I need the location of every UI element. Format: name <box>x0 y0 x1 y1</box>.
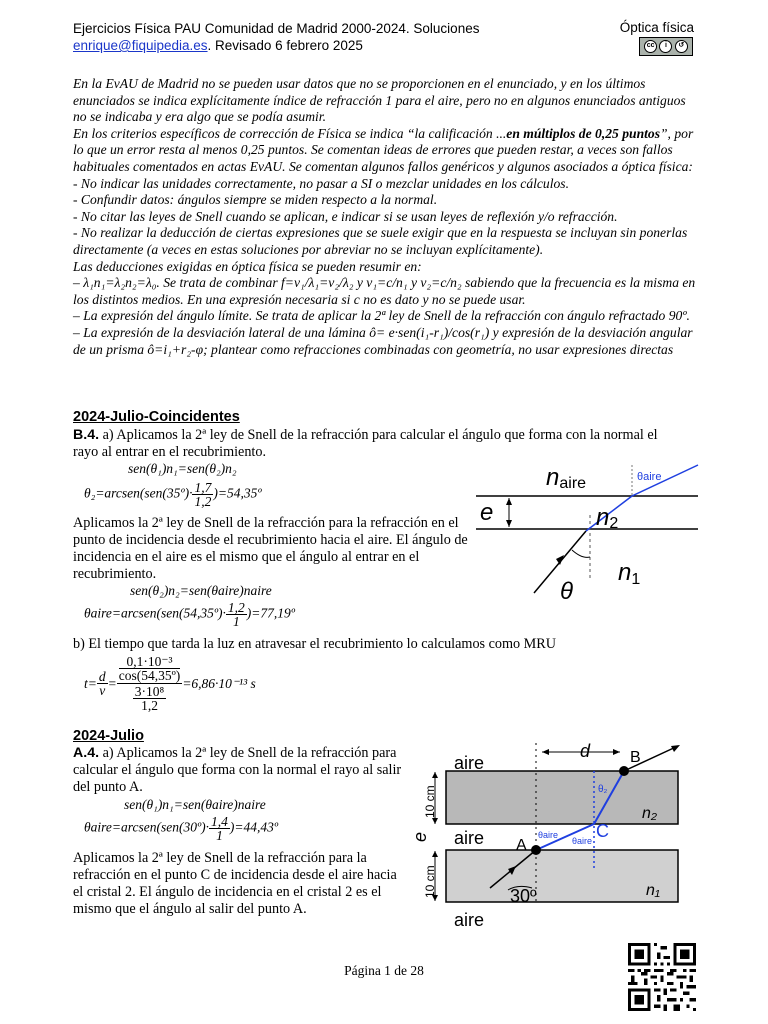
equation: θ₂=arcsen(sen(35º)· $\frac{1,7}{1,2}$ )=54,35º <box>84 480 262 509</box>
intro-notes <box>73 76 697 358</box>
label-30deg: 30º <box>510 886 537 906</box>
label-theta-aire-a: θaire <box>538 830 559 840</box>
header-topic: Óptica física <box>619 20 694 35</box>
label-a: A <box>516 837 527 854</box>
glass-slab-1 <box>446 850 678 902</box>
label-n-aire: naire <box>546 464 587 492</box>
qr-code-icon[interactable] <box>628 943 696 1011</box>
by-icon: i <box>659 40 672 53</box>
label-n1: n₁ <box>646 882 660 899</box>
label-theta-aire: θaire <box>637 471 662 483</box>
label-n2: n₂ <box>642 805 657 822</box>
angle-arc <box>572 550 590 557</box>
label-theta2: θ₂ <box>598 784 608 795</box>
compound-fraction: $\frac{\frac{\text{0,1·10⁻³}}{\text{cos(54,35º)}}}{\frac{\text{3·10⁸}}{1,2}}$ <box>118 654 181 713</box>
cc-license-badge[interactable] <box>639 37 693 56</box>
label-e: e <box>480 499 494 526</box>
fraction: $\frac{1,7}{1,2}$ <box>194 480 212 509</box>
label-d: d <box>580 741 591 761</box>
problem-a4-a: A.4. a) Aplicamos la 2ª ley de Snell de la refracción para calcular el ángulo que forma con la normal el rayo al salir del punto A. <box>73 745 402 795</box>
section-title: 2024-Julio-Coincidentes <box>73 409 240 425</box>
header-title: Ejercicios Física PAU Comunidad de Madrid 2000-2024. Soluciones <box>73 21 480 36</box>
intro-p2: En los criterios específicos de corrección de Física se indica “la calificación ...en múltiplos de 0,25 puntos”, por lo que un error resta al menos 0,25 puntos. Se comentan ideas de errores que pueden restar, a veces son fallos habituales comentados en actas EvAU. Se comentan algunos fallos genéricos y algunos asociados a óptica física: <box>73 125 694 174</box>
figure-glass-slabs <box>408 738 700 934</box>
label-n1: n1 <box>618 559 641 588</box>
problem-label: A.4. <box>73 745 100 761</box>
page-header <box>73 20 479 54</box>
time-equation: t= $\frac{d}{v}$ = $\frac{\frac{\text{0,1·10⁻³}}{\text{cos(54,35º)}}}{\frac{\text{3·10⁸}}{1,2}}$ =6,86·10⁻¹³ s <box>84 654 256 713</box>
intro-deduction: – λ₁n₁=λ₂n₂=λ₀. Se trata de combinar f=v₁/λ₁=v₂/λ₂ y v₁=c/n₁ y v₂=c/n₂ sabiendo que la frecuencia es la misma en los distintos medios. En una expresión necesaria si c no es dato y no se puede usar. <box>73 275 696 307</box>
equation: θaire=arcsen(sen(30º)· $\frac{1,4}{1}$ )=44,43º <box>84 814 279 843</box>
intro-bullet: - Confundir datos: ángulos siempre se miden respecto a la normal. <box>73 192 438 208</box>
label-aire-mid: aire <box>454 828 485 848</box>
figure-coating-refraction <box>472 455 700 613</box>
problem-b4-a: B.4. a) Aplicamos la 2ª ley de Snell de la refracción para calcular el ángulo que forma con la normal el rayo al entrar en el recubrimiento. <box>73 427 658 460</box>
label-10cm-top: 10 cm <box>423 785 437 818</box>
point-a <box>531 845 541 855</box>
equation: sen(θ₂)n₂=sen(θaire)naire <box>130 583 272 598</box>
point-b <box>619 766 629 776</box>
paragraph: Aplicamos la 2ª ley de Snell de la refracción para la refracción en el punto de incidencia desde el recubrimiento hacia el aire. El ángulo de incidencia en el aire es el mismo que el ángulo al entrar en el recubrimiento. <box>73 515 468 582</box>
paragraph: Aplicamos la 2ª ley de Snell de la refracción para la refracción en el punto C de incidencia desde el aire hacia el cristal 2. El ángulo de incidencia en el cristal 2 es el mismo que el ángulo al salir del punto A. <box>73 850 397 917</box>
sa-icon: ↺ <box>675 40 688 53</box>
author-email-link[interactable]: enrique@fiquipedia.es <box>73 38 208 53</box>
intro-bullet: - No realizar la deducción de ciertas expresiones que se suele exigir que en la respuesta se incluyan sin ponerlas directamente (a veces en estas soluciones por abreviar no se incluyan explícitamente). <box>73 225 688 257</box>
intro-deductions-heading: Las deducciones exigidas en óptica física se pueden resumir en: <box>73 258 422 274</box>
label-theta-aire-c: θaire <box>572 836 593 846</box>
fraction: $\frac{1,2}{1}$ <box>227 600 245 629</box>
label-c: C <box>596 821 609 841</box>
label-b: B <box>630 749 641 766</box>
revision-text: . Revisado 6 febrero 2025 <box>207 38 363 53</box>
equation: θaire=arcsen(sen(54,35º)· $\frac{1,2}{1}$ )=77,19º <box>84 600 295 629</box>
intro-p1: En la EvAU de Madrid no se pueden usar datos que no se proporcionen en el enunciado, y en los últimos enunciados se indica explícitamente índice de refracción 1 para el aire, pero no en algunos enunciados antiguos no se indicaba y era algo que se podía asumir. <box>73 76 686 125</box>
label-theta: θ <box>560 578 574 605</box>
intro-bullet: - No indicar las unidades correctamente, no pasar a SI o mezclar unidades en los cálculos. <box>73 175 569 191</box>
equation: sen(θ₁)n₁=sen(θ₂)n₂ <box>128 461 237 476</box>
intro-bullet: - No citar las leyes de Snell cuando se aplican, e indicar si se usan leyes de reflexión y/o refracción. <box>73 208 618 224</box>
intro-deduction: – La expresión del ángulo límite. Se trata de aplicar la 2ª ley de Snell de la refracción con ángulo refractado 90º. <box>73 308 690 324</box>
cc-icon: cc <box>644 40 657 53</box>
label-n2: n2 <box>596 504 619 532</box>
header-line2 <box>73 37 479 54</box>
fraction: $\frac{1,4}{1}$ <box>211 814 228 843</box>
fraction: $\frac{d}{v}$ <box>98 669 106 698</box>
page-number: Página 1 de 28 <box>344 963 424 978</box>
ray-arrow <box>556 555 564 565</box>
label-aire-top: aire <box>454 753 485 773</box>
problem-label: B.4. <box>73 427 100 443</box>
label-10cm-bottom: 10 cm <box>423 865 437 898</box>
intro-deduction: – La expresión de la desviación lateral de una lámina ô= e·sen(i₁-r₁)/cos(r₁) y expresión de la desviación angular de un prisma ô=i₁+r₂-φ; plantear como refracciones combinadas con geometría, no usar expresiones directas <box>73 324 693 357</box>
equation: sen(θ₁)n₁=sen(θaire)naire <box>124 797 266 812</box>
label-aire-bottom: aire <box>454 910 485 930</box>
label-e: e <box>410 831 430 842</box>
section-title: 2024-Julio <box>73 728 144 744</box>
problem-b4-b: b) El tiempo que tarda la luz en atravesar el recubrimiento lo calculamos como MRU <box>73 636 556 652</box>
